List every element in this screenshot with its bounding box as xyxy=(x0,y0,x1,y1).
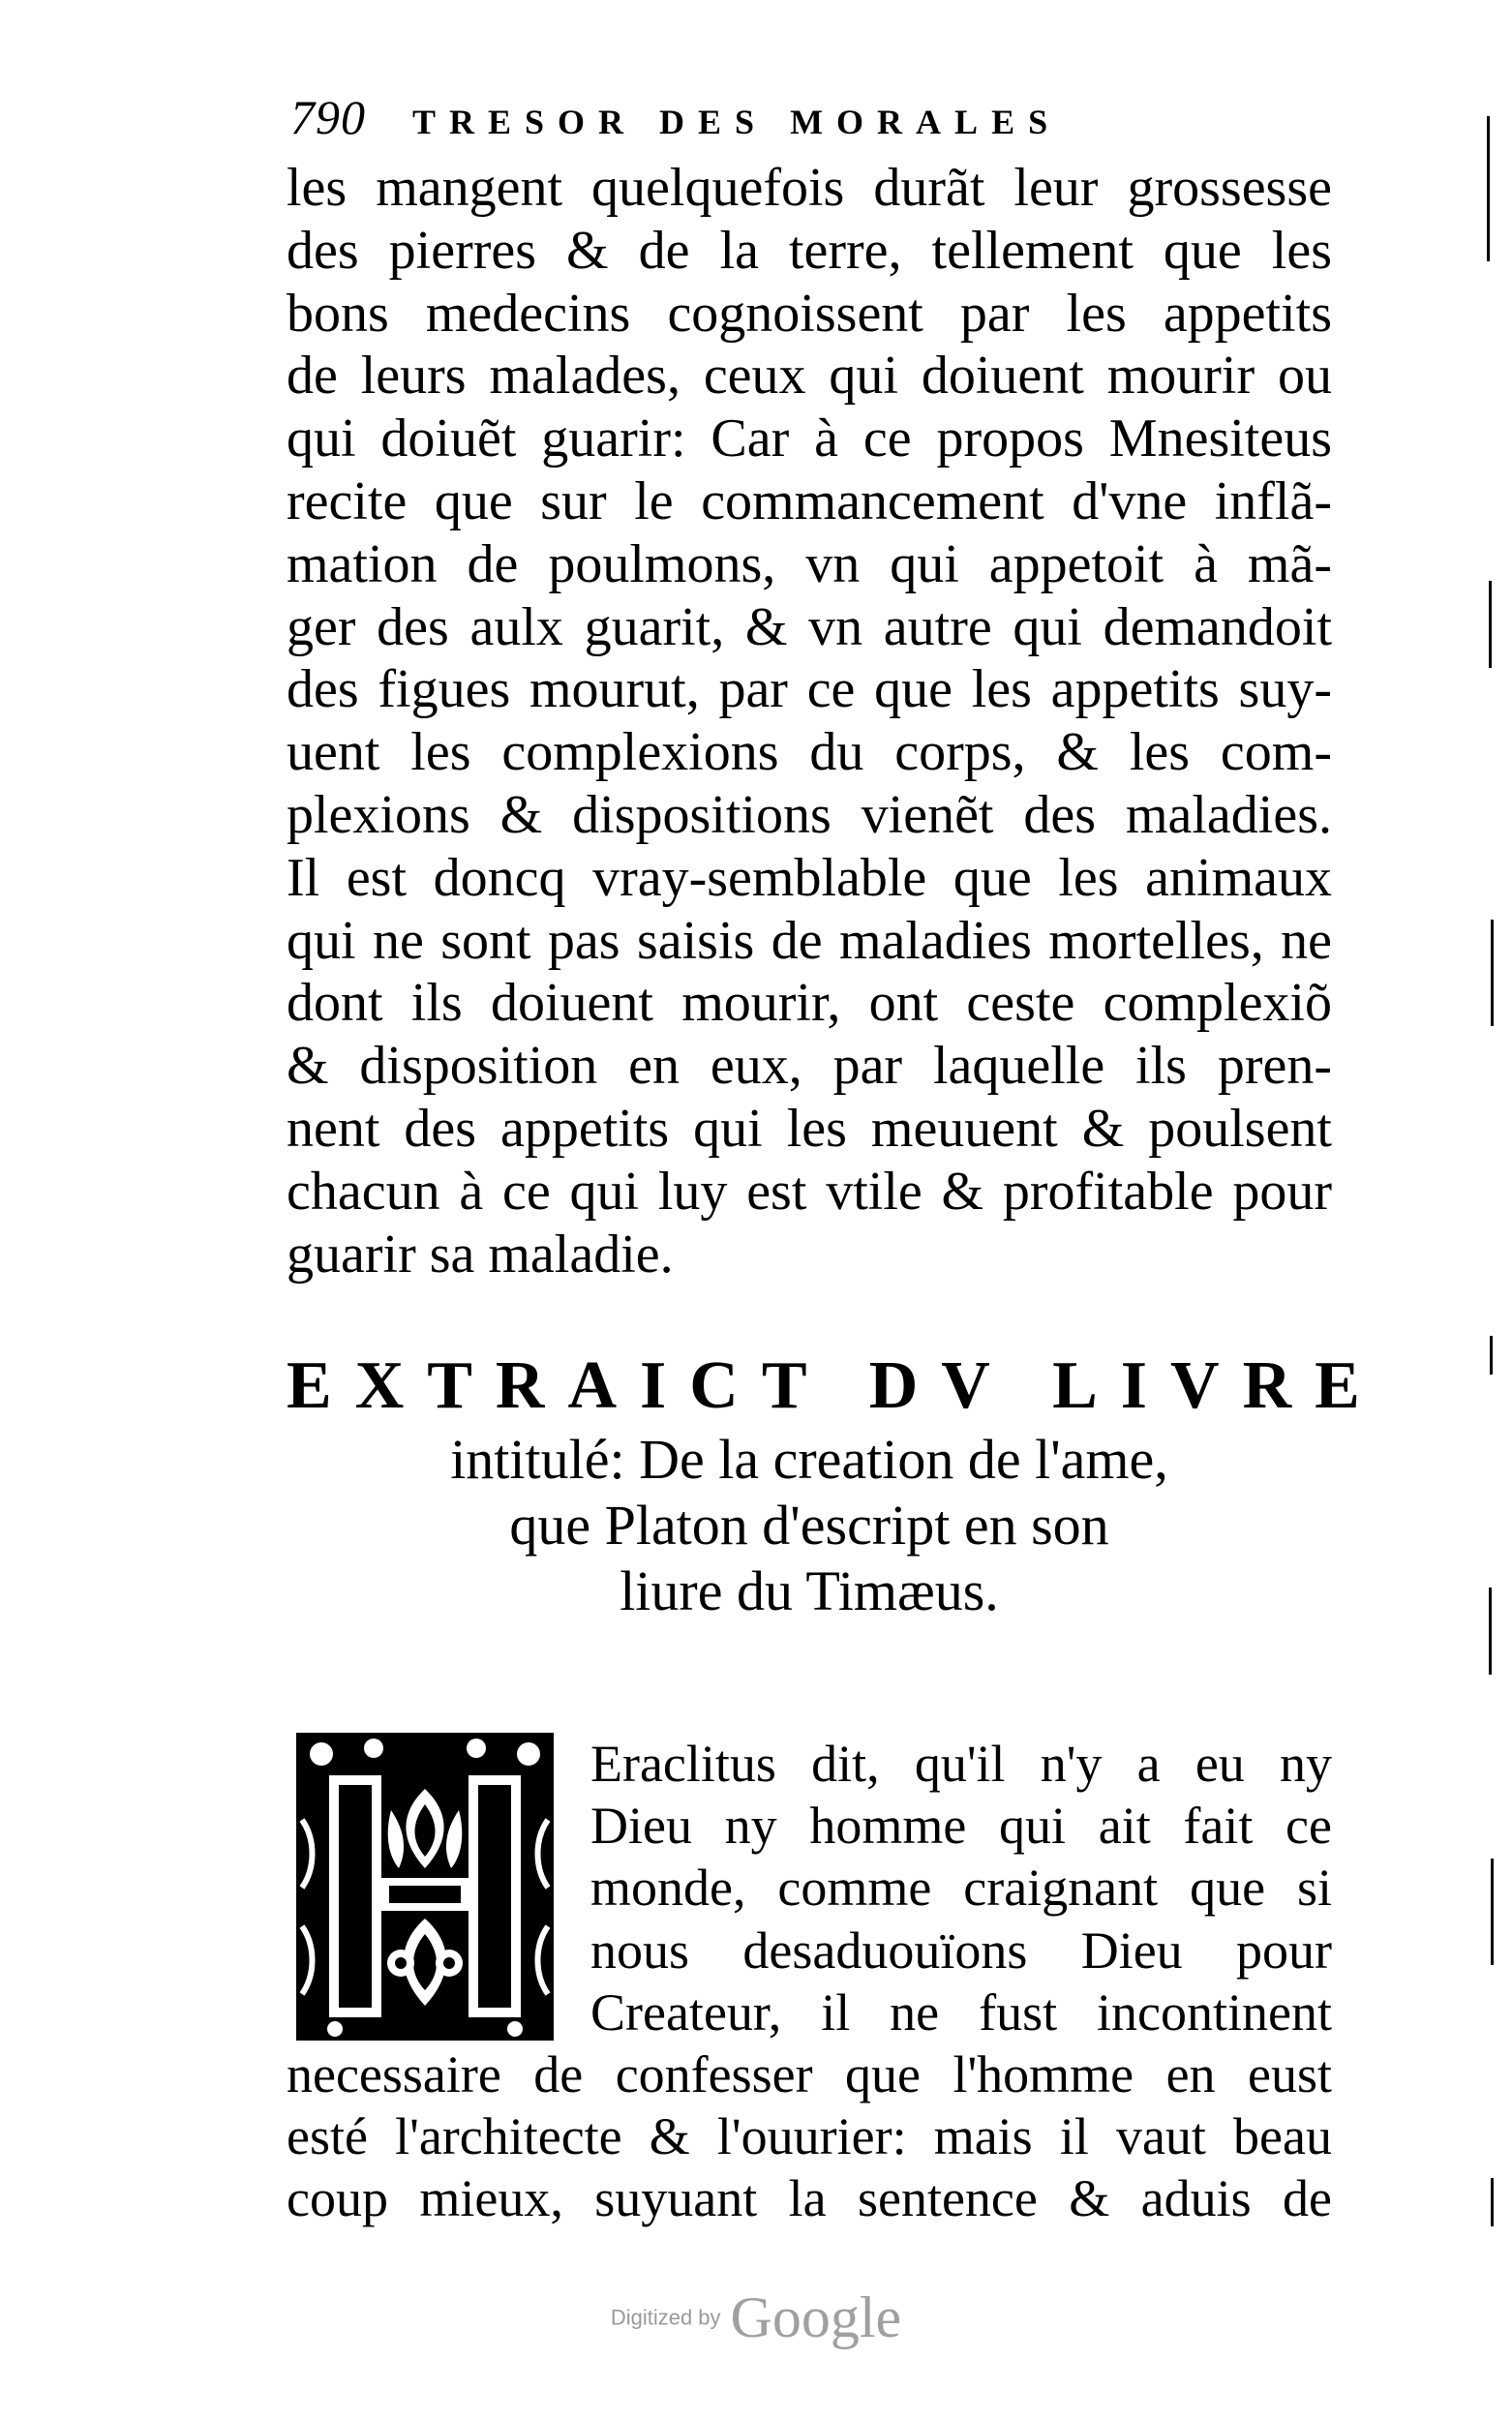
drop-cap-paragraph xyxy=(590,1733,1332,2043)
text-line: Createur, il ne fust incontinent xyxy=(590,1982,1332,2042)
page-number: 790 xyxy=(290,90,366,144)
text-line: bons medecins cognoissent par les appetits xyxy=(287,283,1332,344)
text-line: nent des appetits qui les meuuent & poulsent xyxy=(287,1098,1332,1159)
text-line: chacun à ce qui luy est vtile & profitable pour xyxy=(287,1161,1332,1222)
top-paragraph xyxy=(287,157,1332,1286)
text-line: ger des aulx guarit, & vn autre qui demandoit xyxy=(287,596,1332,657)
text-line: & disposition en eux, par laquelle ils pren- xyxy=(287,1036,1332,1097)
heading-subtitle-line: intitulé: De la creation de l'ame, xyxy=(450,1428,1168,1491)
text-line: dont ils doiuent mourir, ont ceste complexiõ xyxy=(287,973,1332,1034)
text-line: qui ne sont pas saisis de maladies mortelles, ne xyxy=(287,910,1332,971)
text-line: de leurs malades, ceux qui doiuent mourir ou xyxy=(287,346,1332,407)
text-line: Il est doncq vray-semblable que les animaux xyxy=(287,847,1332,908)
ornamental-drop-cap xyxy=(296,1733,554,2041)
running-head xyxy=(290,89,1258,157)
text-line: nous desaduouïons Dieu pour xyxy=(590,1921,1332,1980)
edge-marks-icon xyxy=(1471,77,1500,2255)
section-heading xyxy=(287,1346,1383,1624)
text-line: Eraclitus dit, qu'il n'y a eu ny xyxy=(590,1735,1332,1793)
text-line: mation de poulmons, vn qui appetoit à mã- xyxy=(287,533,1332,594)
continued-paragraph xyxy=(287,2043,1332,2230)
running-title: TRESOR DES MORALES xyxy=(412,103,1062,141)
heading-subtitle-line: liure du Timæus. xyxy=(620,1559,999,1622)
text-line: des figues mourut, par ce que les appetits suy- xyxy=(287,659,1332,720)
heading-title: EXTRAICT DV LIVRE xyxy=(287,1348,1383,1423)
text-line: les mangent quelquefois durãt leur grossesse xyxy=(287,158,1332,218)
text-line: necessaire de confesser que l'homme en eust xyxy=(287,2045,1332,2103)
text-line: qui doiuẽt guarir: Car à ce propos Mnesiteus xyxy=(287,408,1332,469)
text-line: guarir sa maladie. xyxy=(287,1224,674,1285)
text-line: recite que sur le commancement d'vne inflã- xyxy=(287,470,1332,531)
text-line: uent les complexions du corps, & les com- xyxy=(287,722,1332,783)
text-line: coup mieux, suyuant la sentence & aduis de xyxy=(287,2169,1332,2228)
text-line: des pierres & de la terre, tellement que les xyxy=(287,220,1332,281)
text-line: monde, comme craignant que si xyxy=(590,1859,1332,1918)
digitized-by-label: Digitized by xyxy=(610,2305,721,2330)
drop-cap-ornament-icon xyxy=(296,1733,554,2041)
heading-subtitle-line: que Platon d'escript en son xyxy=(509,1494,1109,1557)
text-line: Dieu ny homme qui ait fait ce xyxy=(590,1797,1332,1856)
facing-page-edge xyxy=(1471,77,1500,2255)
digitization-footer xyxy=(0,2284,1512,2351)
google-wordmark: Google xyxy=(730,2285,902,2349)
text-line: esté l'architecte & l'ouurier: mais il vaut beau xyxy=(287,2107,1332,2166)
text-line: plexions & dispositions vienẽt des maladies. xyxy=(287,784,1332,845)
